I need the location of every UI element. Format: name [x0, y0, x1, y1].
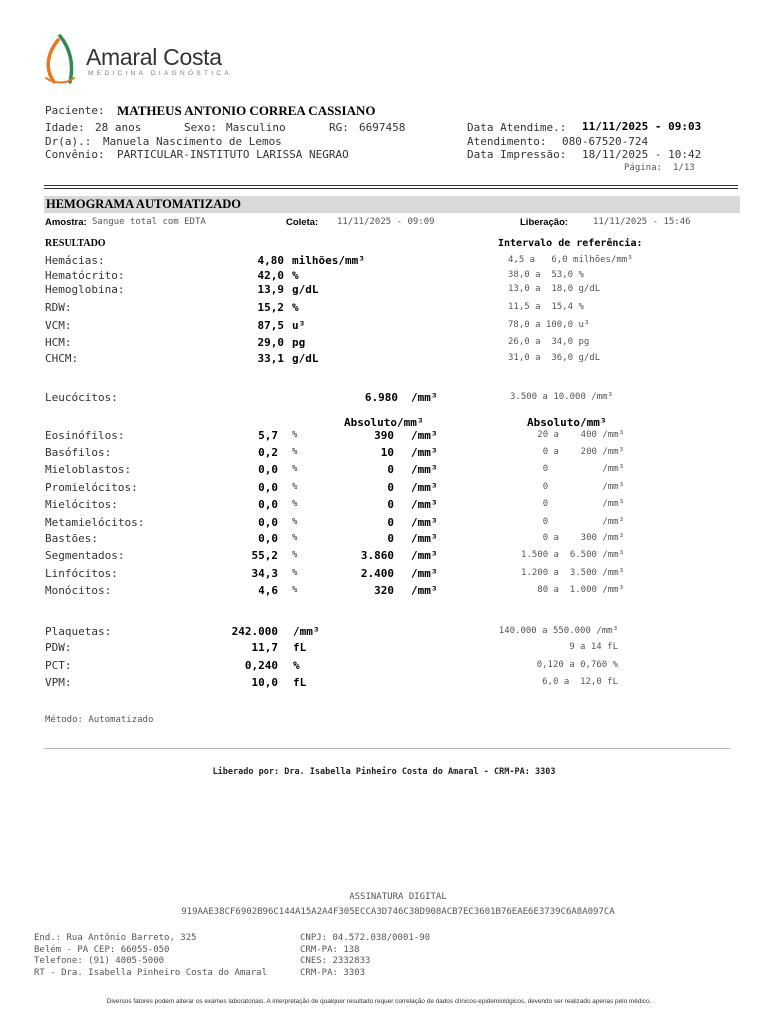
result-value: 29,0 — [257, 336, 284, 349]
platelet-name: PDW: — [45, 641, 72, 654]
differential-abs: 320 — [374, 584, 394, 597]
patient-name: MATHEUS ANTONIO CORREA CASSIANO — [117, 103, 376, 118]
rg-label: RG: — [329, 121, 349, 134]
result-unit: u³ — [292, 319, 306, 332]
platelet-value: 11,7 — [251, 641, 278, 654]
result-unit: g/dL — [292, 352, 319, 365]
signature-hash: 919AAE38CF6902B96C144A15A2A4F305ECCA3D746C38D908ACB7EC3601B76EAE6E3739C6A8A097CA — [181, 907, 615, 917]
differential-name: Mielócitos: — [45, 498, 118, 511]
logo-tagline: MEDICINA DIAGNÓSTICA — [88, 70, 233, 77]
visit-value: 080-67520-724 — [562, 135, 649, 148]
differential-row — [0, 584, 768, 598]
differential-abs: 0 — [387, 516, 394, 529]
differential-pct: 0,2 — [258, 446, 278, 459]
differential-ref: 0 a 300 /mm³ — [542, 533, 624, 543]
result-ref: 26,0 a 34,0 pg — [508, 337, 590, 347]
differential-abs: 0 — [387, 481, 394, 494]
differential-pct-unit: % — [292, 464, 298, 474]
result-name: HCM: — [45, 336, 72, 349]
differential-abs-unit: /mm³ — [411, 429, 438, 442]
result-value: 13,9 — [257, 283, 284, 296]
sample-label: Amostra: — [45, 217, 87, 228]
differential-pct-unit: % — [292, 585, 298, 595]
result-row — [0, 301, 768, 315]
differential-row — [0, 481, 768, 495]
platelet-ref: 0,120 a 0,760 % — [536, 660, 618, 670]
differential-abs-unit: /mm³ — [411, 481, 438, 494]
differential-pct: 4,6 — [258, 584, 278, 597]
result-name: Hemácias: — [45, 254, 105, 267]
differential-ref: 0 /mm³ — [542, 517, 624, 527]
footer-city: Belém - PA CEP: 66055-050 — [34, 945, 170, 955]
result-unit: pg — [292, 336, 306, 349]
differential-ref: 0 /mm³ — [542, 499, 624, 509]
differential-abs-unit: /mm³ — [411, 584, 438, 597]
differential-pct: 0,0 — [258, 532, 278, 545]
rg-value: 6697458 — [359, 121, 406, 134]
signature-label: ASSINATURA DIGITAL — [349, 892, 447, 902]
differential-name: Segmentados: — [45, 549, 125, 562]
platelet-ref: 9 a 14 fL — [569, 642, 618, 652]
sex-label: Sexo: — [184, 121, 218, 134]
visit-date-value: 11/11/2025 - 09:03 — [582, 120, 702, 133]
result-row — [0, 283, 768, 297]
result-unit: % — [292, 269, 299, 282]
result-value: 33,1 — [257, 352, 284, 365]
differential-abs: 0 — [387, 463, 394, 476]
logo-mark-icon — [40, 34, 80, 86]
footer-cnes: CNES: 2332833 — [300, 956, 371, 966]
differential-name: Linfócitos: — [45, 567, 118, 580]
differential-abs: 10 — [380, 446, 394, 459]
release-divider — [44, 748, 730, 749]
logo — [40, 34, 240, 86]
insurance-value: PARTICULAR-INSTITUTO LARISSA NEGRAO — [117, 148, 349, 161]
result-header: RESULTADO — [45, 238, 106, 249]
result-value: 4,80 — [257, 254, 284, 267]
differential-pct-unit: % — [292, 447, 298, 457]
platelet-unit: % — [293, 659, 300, 672]
differential-ref: 1.200 a 3.500 /mm³ — [521, 568, 624, 578]
collection-label: Coleta: — [286, 217, 319, 228]
result-value: 87,5 — [257, 319, 284, 332]
method-text: Método: Automatizado — [45, 715, 154, 725]
visit-label: Atendimento: — [467, 135, 547, 148]
sample-value: Sangue total com EDTA — [92, 217, 206, 227]
platelet-row — [0, 676, 768, 690]
result-name: Hemoglobina: — [45, 283, 125, 296]
differential-pct: 34,3 — [251, 567, 278, 580]
header-divider-2 — [44, 188, 738, 189]
print-date-value: 18/11/2025 - 10:42 — [582, 148, 702, 161]
header-divider — [44, 185, 738, 186]
platelet-name: Plaquetas: — [45, 625, 112, 638]
result-row — [0, 254, 768, 268]
differential-name: Eosinófilos: — [45, 429, 125, 442]
result-unit: g/dL — [292, 283, 319, 296]
platelet-row — [0, 659, 768, 673]
result-ref: 13,0 a 18,0 g/dL — [508, 284, 601, 294]
differential-row — [0, 549, 768, 563]
result-value: 15,2 — [257, 301, 284, 314]
release-label: Liberação: — [520, 217, 569, 228]
leukocytes-row — [0, 391, 768, 405]
page-value: 1/13 — [673, 163, 695, 173]
differential-abs-unit: /mm³ — [411, 532, 438, 545]
differential-pct-unit: % — [292, 533, 298, 543]
result-ref: 38,0 a 53,0 % — [508, 270, 584, 280]
differential-abs: 0 — [387, 498, 394, 511]
differential-ref: 20 a 400 /mm³ — [537, 430, 624, 440]
differential-abs-unit: /mm³ — [411, 549, 438, 562]
page-label: Página: — [624, 163, 662, 173]
result-ref: 31,0 a 36,0 g/dL — [508, 353, 601, 363]
result-row — [0, 352, 768, 366]
result-row — [0, 336, 768, 350]
doctor-value: Manuela Nascimento de Lemos — [103, 135, 282, 148]
leukocytes-ref: 3.500 a 10.000 /mm³ — [510, 392, 613, 402]
footer-crm-rt: CRM-PA: 3303 — [300, 968, 366, 978]
platelet-unit: /mm³ — [293, 625, 320, 638]
differential-pct-unit: % — [292, 550, 298, 560]
footer-rt: RT - Dra. Isabella Pinheiro Costa do Amaral — [34, 968, 267, 978]
platelet-ref: 140.000 a 550.000 /mm³ — [498, 626, 618, 636]
differential-pct: 5,7 — [258, 429, 278, 442]
platelet-name: VPM: — [45, 676, 72, 689]
result-row — [0, 269, 768, 283]
differential-name: Promielócitos: — [45, 481, 138, 494]
platelet-ref: 6,0 a 12,0 fL — [542, 677, 618, 687]
release-value: 11/11/2025 - 15:46 — [593, 217, 691, 227]
differential-pct: 55,2 — [251, 549, 278, 562]
differential-pct: 0,0 — [258, 481, 278, 494]
result-name: CHCM: — [45, 352, 79, 365]
differential-abs: 2.400 — [360, 567, 394, 580]
result-name: Hematócrito: — [45, 269, 125, 282]
differential-abs-unit: /mm³ — [411, 463, 438, 476]
visit-date-label: Data Atendime.: — [467, 121, 567, 134]
result-value: 42,0 — [257, 269, 284, 282]
differential-ref: 0 /mm³ — [542, 482, 624, 492]
platelet-row — [0, 625, 768, 639]
result-row — [0, 319, 768, 333]
abs-ref-header: Absoluto/mm³ — [527, 416, 607, 429]
platelet-value: 242.000 — [231, 625, 278, 638]
differential-name: Metamielócitos: — [45, 516, 145, 529]
platelet-row — [0, 641, 768, 655]
result-name: VCM: — [45, 319, 72, 332]
result-name: RDW: — [45, 301, 72, 314]
result-ref: 11,5 a 15,4 % — [508, 302, 584, 312]
differential-pct-unit: % — [292, 482, 298, 492]
differential-name: Mieloblastos: — [45, 463, 132, 476]
differential-row — [0, 532, 768, 546]
differential-pct: 0,0 — [258, 498, 278, 511]
differential-row — [0, 567, 768, 581]
footer-address: End.: Rua Antônio Barreto, 325 — [34, 933, 197, 943]
differential-ref: 80 a 1.000 /mm³ — [537, 585, 624, 595]
differential-ref: 0 a 200 /mm³ — [542, 447, 624, 457]
result-ref: 4,5 a 6,0 milhões/mm³ — [508, 255, 633, 265]
exam-title: HEMOGRAMA AUTOMATIZADO — [46, 197, 242, 211]
differential-abs-unit: /mm³ — [411, 498, 438, 511]
insurance-label: Convênio: — [45, 148, 105, 161]
differential-row — [0, 498, 768, 512]
result-ref: 78,0 a 100,0 u³ — [508, 320, 590, 330]
age-label: Idade: — [45, 121, 85, 134]
differential-abs-unit: /mm³ — [411, 567, 438, 580]
logo-name: Amaral Costa — [86, 44, 222, 70]
leukocytes-value: 6.980 — [364, 391, 398, 404]
footer-crm: CRM-PA: 138 — [300, 945, 360, 955]
result-unit: % — [292, 301, 299, 314]
differential-abs-unit: /mm³ — [411, 516, 438, 529]
differential-abs: 0 — [387, 532, 394, 545]
doctor-label: Dr(a).: — [45, 135, 92, 148]
differential-abs: 3.860 — [360, 549, 394, 562]
released-by: Liberado por: Dra. Isabella Pinheiro Costa do Amaral - CRM-PA: 3303 — [212, 767, 556, 777]
platelet-value: 0,240 — [244, 659, 278, 672]
differential-row — [0, 463, 768, 477]
sex-value: Masculino — [226, 121, 286, 134]
differential-name: Monócitos: — [45, 584, 112, 597]
platelet-unit: fL — [293, 676, 307, 689]
differential-pct-unit: % — [292, 499, 298, 509]
footer-phone: Telefone: (91) 4005-5000 — [34, 956, 165, 966]
differential-name: Basófilos: — [45, 446, 112, 459]
differential-pct-unit: % — [292, 517, 298, 527]
leukocytes-name: Leucócitos: — [45, 391, 118, 404]
differential-pct: 0,0 — [258, 516, 278, 529]
platelet-name: PCT: — [45, 659, 72, 672]
differential-pct-unit: % — [292, 430, 298, 440]
print-date-label: Data Impressão: — [467, 148, 567, 161]
ref-header: Intervalo de referência: — [498, 238, 643, 249]
patient-name-label: Paciente: — [45, 104, 105, 117]
differential-name: Bastões: — [45, 532, 98, 545]
abs-header: Absoluto/mm³ — [344, 416, 424, 429]
differential-pct: 0,0 — [258, 463, 278, 476]
differential-ref: 0 /mm³ — [542, 464, 624, 474]
differential-row — [0, 446, 768, 460]
differential-abs: 390 — [374, 429, 394, 442]
footer-disclaimer: Diversos fatores podem alterar os exames laboratoriais. A interpretação de qualquer resultado requer correlação de dados clínicos-epidemiológicos, devendo ser realizado apenas pelo médico. — [106, 998, 652, 1005]
differential-ref: 1.500 a 6.500 /mm³ — [521, 550, 624, 560]
differential-abs-unit: /mm³ — [411, 446, 438, 459]
footer-cnpj: CNPJ: 04.572.038/0001-90 — [300, 933, 431, 943]
differential-row — [0, 429, 768, 443]
leukocytes-unit: /mm³ — [411, 391, 438, 404]
differential-row — [0, 516, 768, 530]
platelet-unit: fL — [293, 641, 307, 654]
differential-pct-unit: % — [292, 568, 298, 578]
age-value: 28 anos — [95, 121, 142, 134]
collection-value: 11/11/2025 - 09:09 — [337, 217, 435, 227]
result-unit: milhões/mm³ — [292, 254, 365, 267]
platelet-value: 10,0 — [251, 676, 278, 689]
